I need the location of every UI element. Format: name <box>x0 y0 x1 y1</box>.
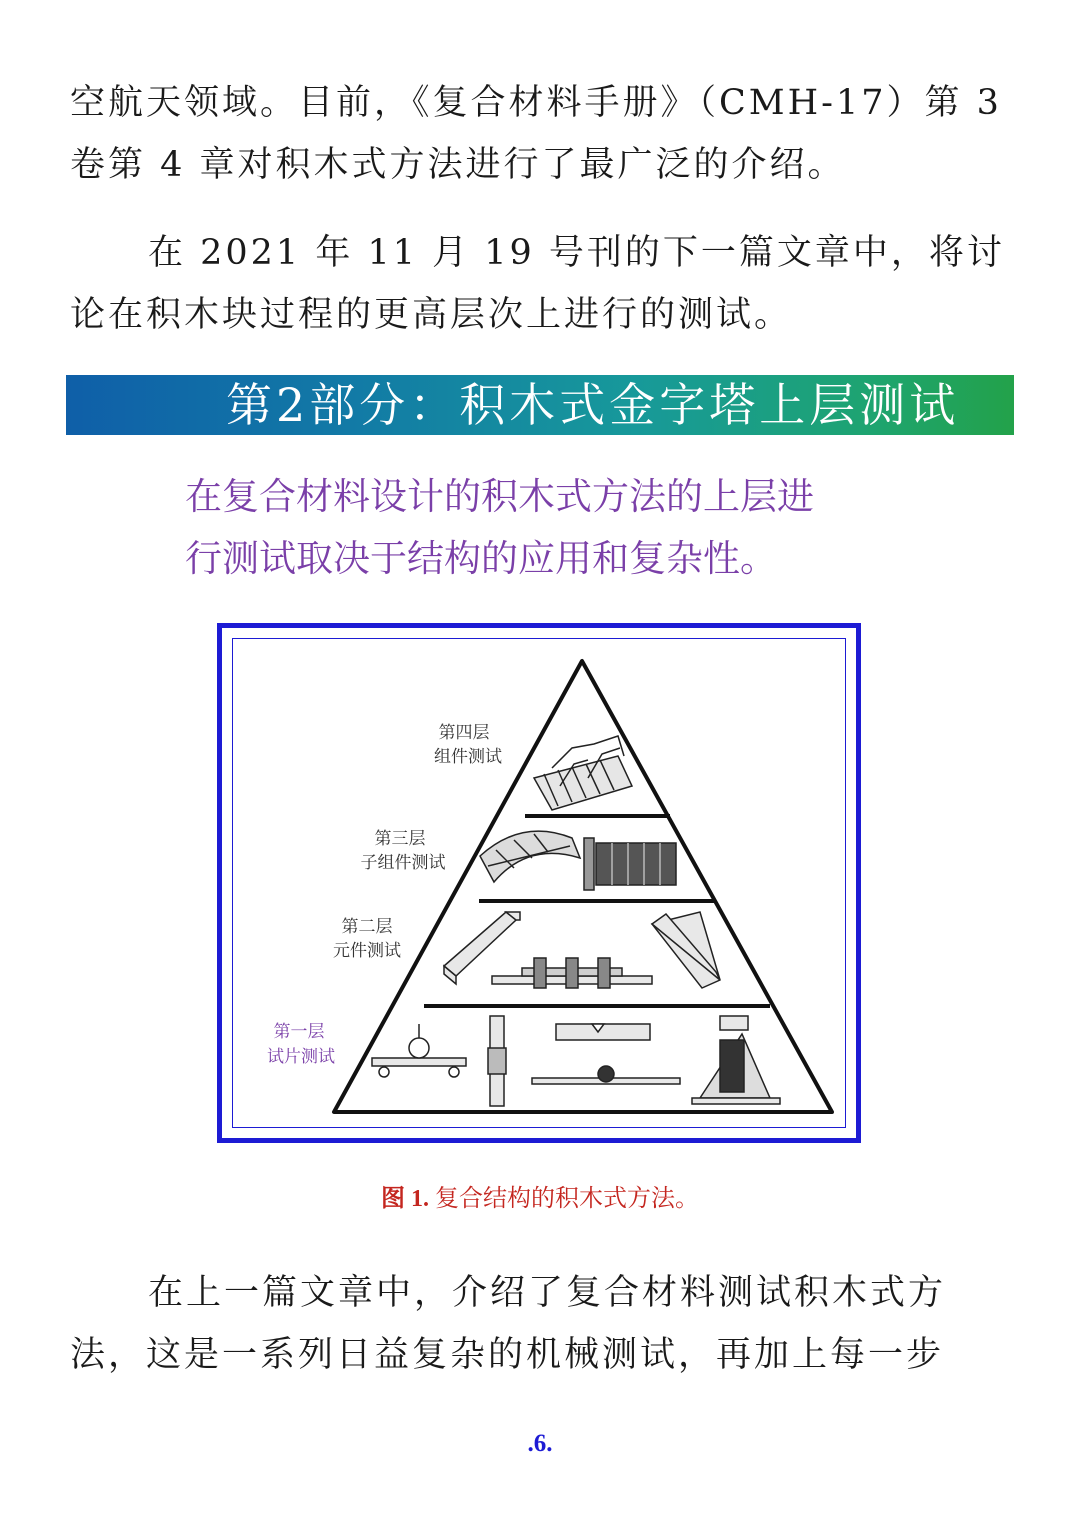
page-number: .6. <box>527 1430 553 1457</box>
layer-4-name: 第四层 <box>438 723 490 743</box>
figure-caption <box>0 1178 1080 1213</box>
section-title: 第2部分：积木式金字塔上层测试 <box>226 378 960 432</box>
section-banner <box>66 375 1014 435</box>
pyramid-outline <box>334 661 832 1112</box>
layer-1-name: 第一层 <box>273 1022 325 1042</box>
pyramid-diagram <box>222 628 856 1138</box>
body-paragraph-1: 空航天领域。目前，《复合材料手册》（CMH-17）第 3 卷第 4 章对积木式方法进行了最广泛的介绍。 <box>70 83 1002 185</box>
layer-2-desc: 元件测试 <box>333 941 401 961</box>
pull-quote-line-1: 在复合材料设计的积木式方法的上层进 <box>185 475 814 518</box>
pull-quote <box>185 466 945 590</box>
layer-3-name: 第三层 <box>374 829 426 849</box>
coupon-specimen-icon <box>372 1016 780 1106</box>
figure-caption-text: 复合结构的积木式方法。 <box>435 1186 699 1212</box>
layer-1-desc: 试片测试 <box>267 1047 335 1067</box>
figure-building-block-pyramid <box>217 623 861 1143</box>
element-beam-icon <box>444 912 720 988</box>
sub-component-panel-icon <box>480 831 676 890</box>
layer-3-desc: 子组件测试 <box>360 853 446 873</box>
component-assembly-icon <box>534 736 632 810</box>
body-paragraph-2: 在 2021 年 11 月 19 号刊的下一篇文章中，将讨论在积木块过程的更高层次上进行的测试。 <box>70 233 1005 335</box>
layer-4-desc: 组件测试 <box>434 747 502 767</box>
figure-caption-number: 图 1. <box>381 1186 429 1212</box>
body-paragraph-3: 在上一篇文章中，介绍了复合材料测试积木式方法，这是一系列日益复杂的机械测试，再加上每一步 <box>70 1273 947 1375</box>
pull-quote-line-2: 行测试取决于结构的应用和复杂性。 <box>185 537 777 580</box>
layer-2-name: 第二层 <box>341 917 393 937</box>
